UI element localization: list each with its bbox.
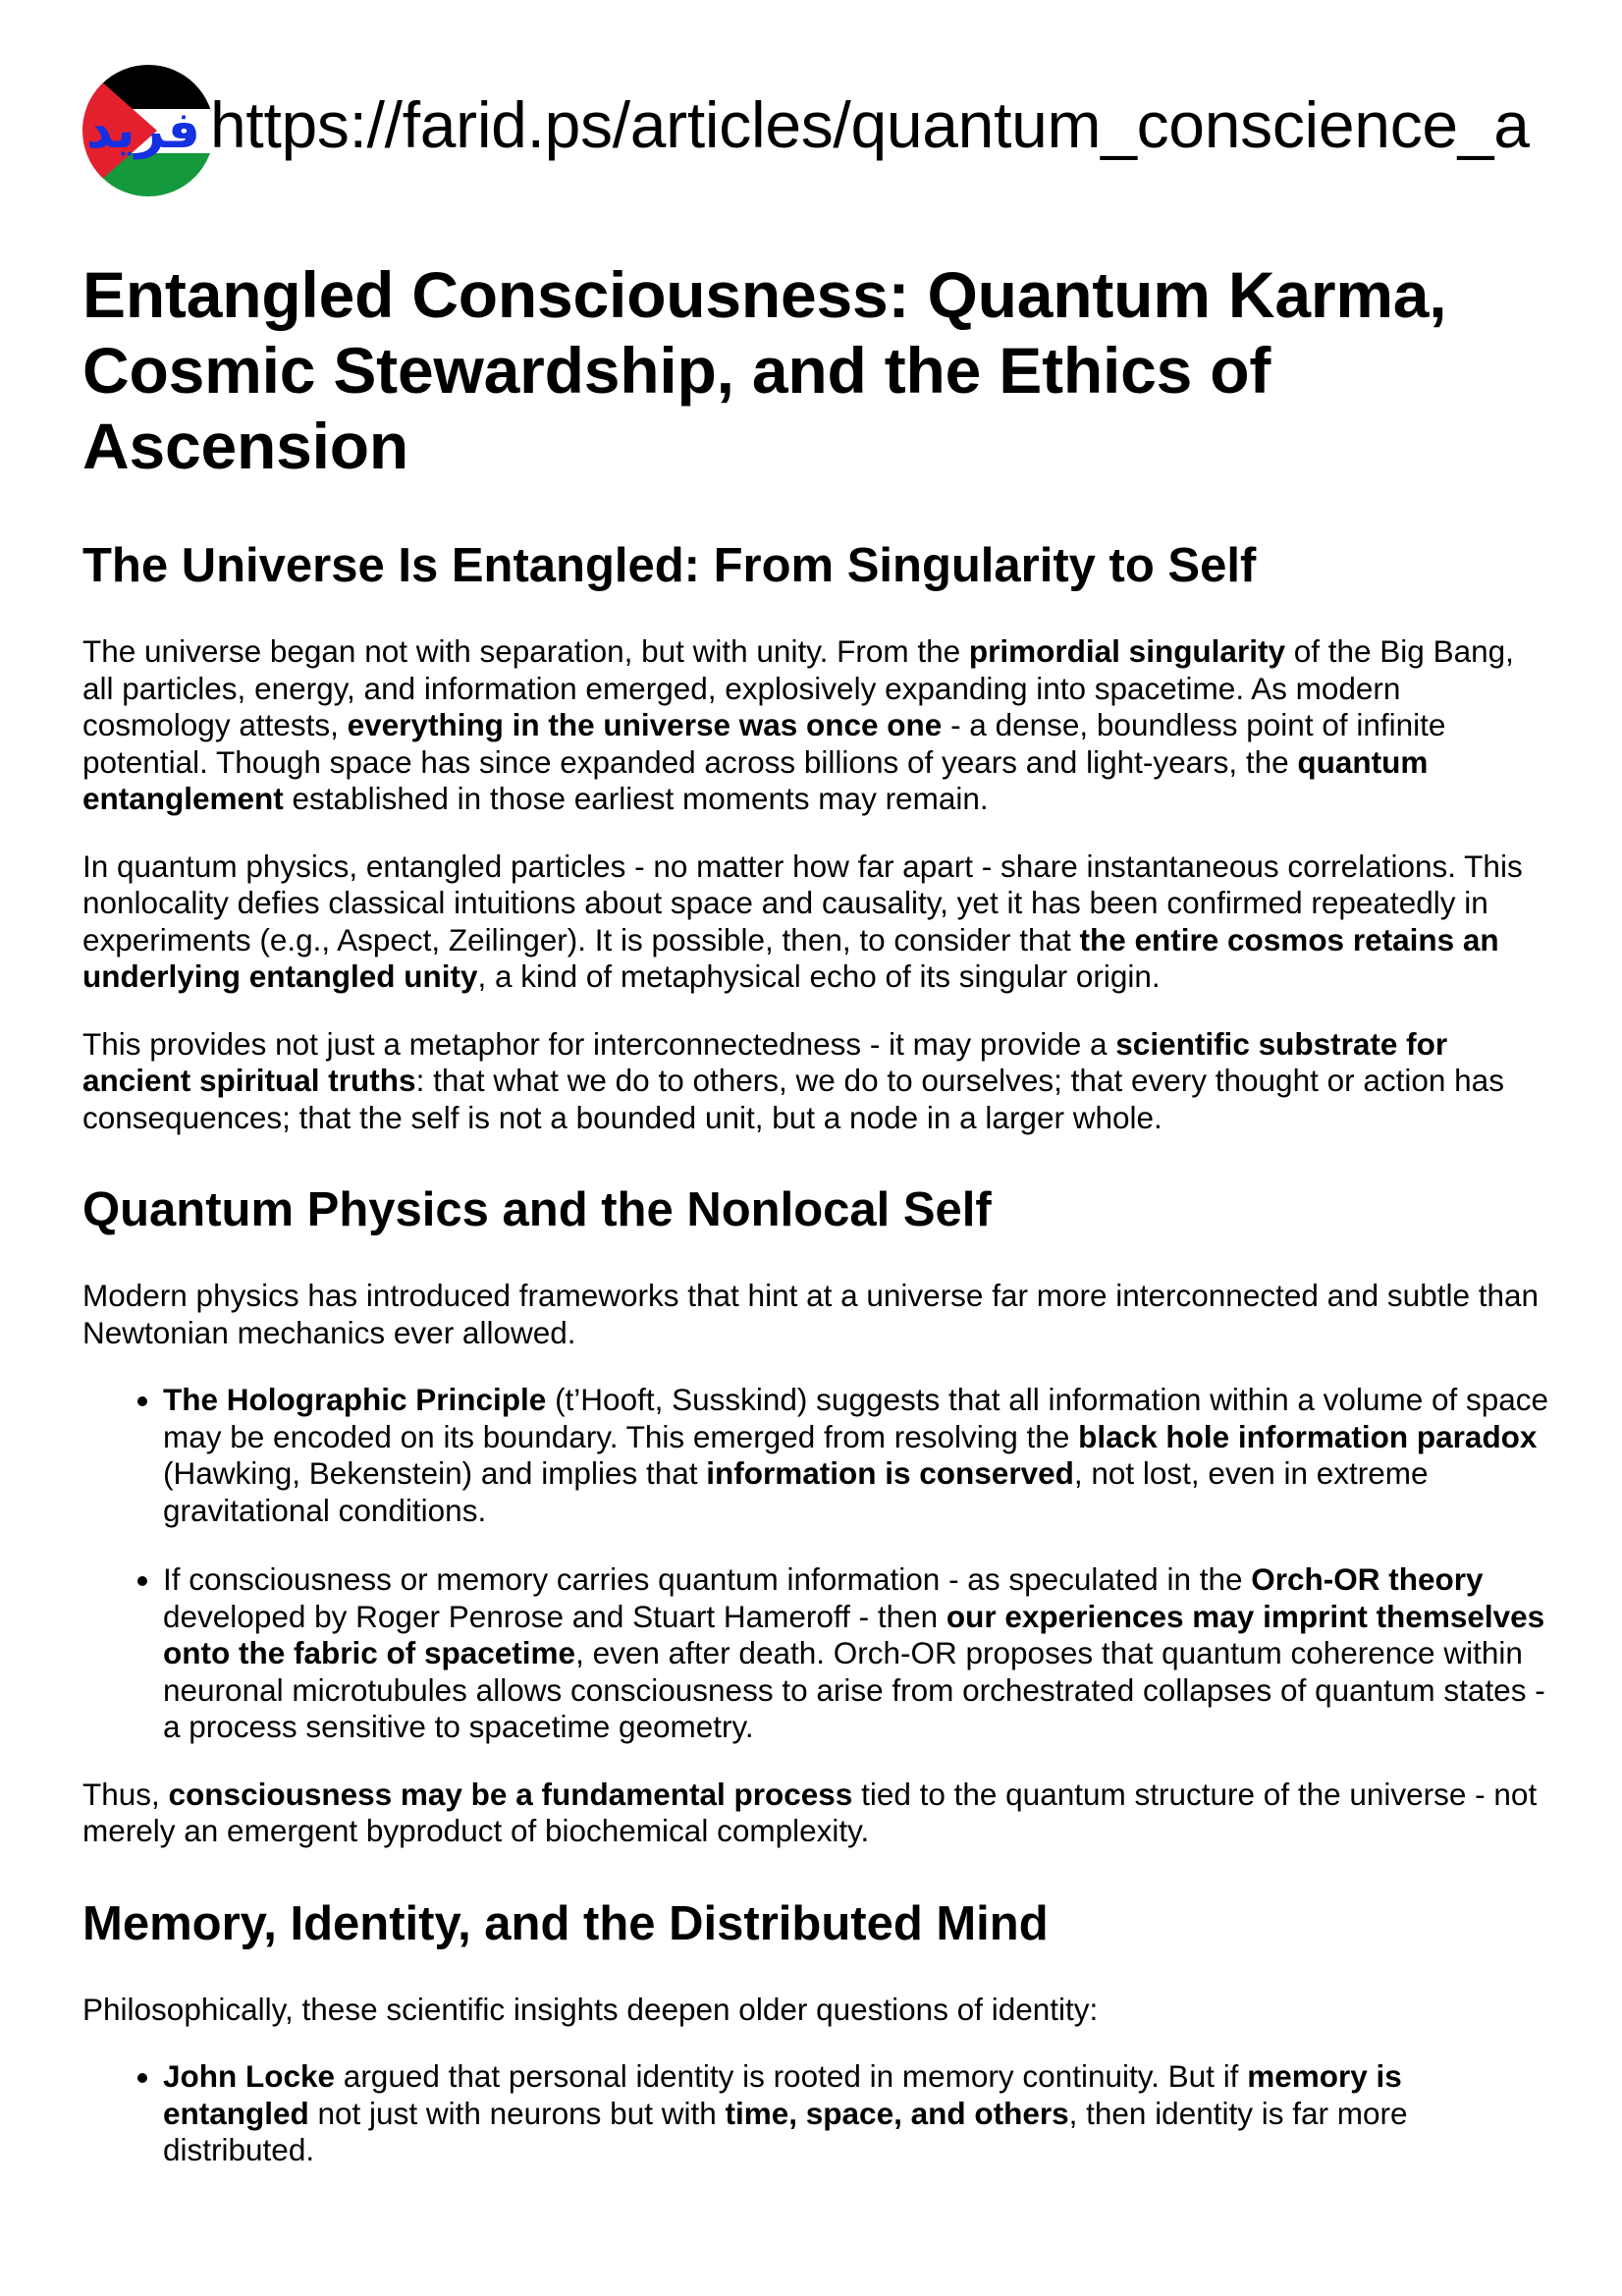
- article-content: [82, 257, 1551, 2200]
- section-heading: Memory, Identity, and the Distributed Mind: [82, 1896, 1049, 1950]
- bold-text: John Locke: [163, 2058, 336, 2094]
- text-run: Modern physics has introduced frameworks that hint at a universe far more interconnected and subtle than Newtonian mechanics ever allowed.: [82, 1278, 1540, 1350]
- bold-text: scientific substrate for ancient spiritual truths: [82, 1025, 1448, 1098]
- bold-text: black hole information paradox: [1078, 1418, 1538, 1454]
- text-run: , even after death. Orch-OR proposes that quantum coherence within neuronal microtubules allows consciousness to arise from orchestrated collapses of quantum states - a process sensitive to spacetime geometry.: [163, 1635, 1545, 1744]
- paragraph: [82, 1777, 1551, 1850]
- paragraph: [82, 1992, 1551, 2029]
- list-item: [163, 2058, 1551, 2169]
- bullet-list: [82, 1382, 1551, 1746]
- bold-text: primordial singularity: [968, 633, 1285, 669]
- text-run: This provides not just a metaphor for interconnectedness - it may provide a: [82, 1025, 1116, 1062]
- text-run: - a dense, boundless point of infinite potential. Though space has since expanded across billions of years and light-years, the: [82, 707, 1446, 780]
- text-run: , a kind of metaphysical echo of its singular origin.: [477, 958, 1161, 994]
- text-run: : that what we do to others, we do to ourselves; that every thought or action has consequences; that the self is not a bounded unit, but a node in a larger whole.: [82, 1063, 1504, 1135]
- list-item: [163, 1382, 1551, 1529]
- section-quantum-physics: [82, 1181, 1551, 1850]
- bold-text: Orch-OR theory: [1251, 1561, 1484, 1597]
- paragraph: [82, 1026, 1551, 1137]
- text-run: (Hawking, Bekenstein) and implies that: [163, 1455, 707, 1491]
- page-header: [82, 65, 1551, 196]
- list-item: [163, 1561, 1551, 1746]
- paragraph: [82, 633, 1551, 818]
- bold-text: information is conserved: [706, 1455, 1074, 1491]
- section-heading: The Universe Is Entangled: From Singularity to Self: [82, 539, 1257, 592]
- bold-text: everything in the universe was once one: [347, 707, 943, 742]
- text-run: developed by Roger Penrose and Stuart Hameroff - then: [163, 1598, 946, 1634]
- bold-text: quantum entanglement: [82, 743, 1429, 816]
- bold-text: the entire cosmos retains an underlying entangled unity: [82, 921, 1499, 994]
- text-run: (t’Hooft, Susskind) suggests that all information within a volume of space may be encoded on its boundary. This emerged from resolving the: [163, 1382, 1549, 1454]
- text-run: In quantum physics, entangled particles - no matter how far apart - share instantaneous correlations. This nonlocality defies classical intuitions about space and causality, yet it has been confirmed repeatedly in experiments (e.g., Aspect, Zeilinger). It is possible, then, to consider that: [82, 847, 1523, 957]
- text-run: tied to the quantum structure of the universe - not merely an emergent byproduct of biochemical complexity.: [82, 1776, 1538, 1848]
- page-url[interactable]: https://farid.ps/articles/quantum_conscience_a: [210, 88, 1530, 161]
- text-run: argued that personal identity is rooted in memory continuity. But if: [335, 2058, 1248, 2094]
- farid-logo-icon[interactable]: [82, 65, 214, 196]
- text-run: not just with neurons but with: [308, 2095, 726, 2131]
- text-run: of the Big Bang, all particles, energy, and information emerged, explosively expanding into spacetime. As modern cosmology attests,: [82, 633, 1514, 742]
- bullet-list: [82, 2058, 1551, 2169]
- paragraph: [82, 848, 1551, 996]
- bold-text: The Holographic Principle: [163, 1382, 547, 1417]
- section-heading: Quantum Physics and the Nonlocal Self: [82, 1183, 992, 1236]
- text-run: Philosophically, these scientific insights deepen older questions of identity:: [82, 1991, 1099, 2027]
- bold-text: time, space, and others: [725, 2095, 1069, 2131]
- section-memory-identity: [82, 1895, 1551, 2169]
- text-run: , then identity is far more distributed.: [163, 2095, 1408, 2167]
- text-run: , not lost, even in extreme gravitational conditions.: [163, 1455, 1429, 1528]
- bold-text: consciousness may be a fundamental process: [168, 1776, 853, 1812]
- text-run: If consciousness or memory carries quantum information - as speculated in the: [163, 1561, 1252, 1597]
- bold-text: our experiences may imprint themselves onto the fabric of spacetime: [163, 1598, 1545, 1670]
- bold-text: memory is entangled: [163, 2058, 1402, 2131]
- text-run: established in those earliest moments may remain.: [283, 781, 989, 816]
- paragraph: [82, 1278, 1551, 1351]
- text-run: Thus,: [82, 1776, 169, 1812]
- article-title: Entangled Consciousness: Quantum Karma, Cosmic Stewardship, and the Ethics of Ascension: [82, 258, 1447, 482]
- logo-text: فريد: [86, 101, 200, 160]
- section-universe-entangled: [82, 537, 1551, 1136]
- text-run: The universe began not with separation, but with unity. From the: [82, 633, 969, 669]
